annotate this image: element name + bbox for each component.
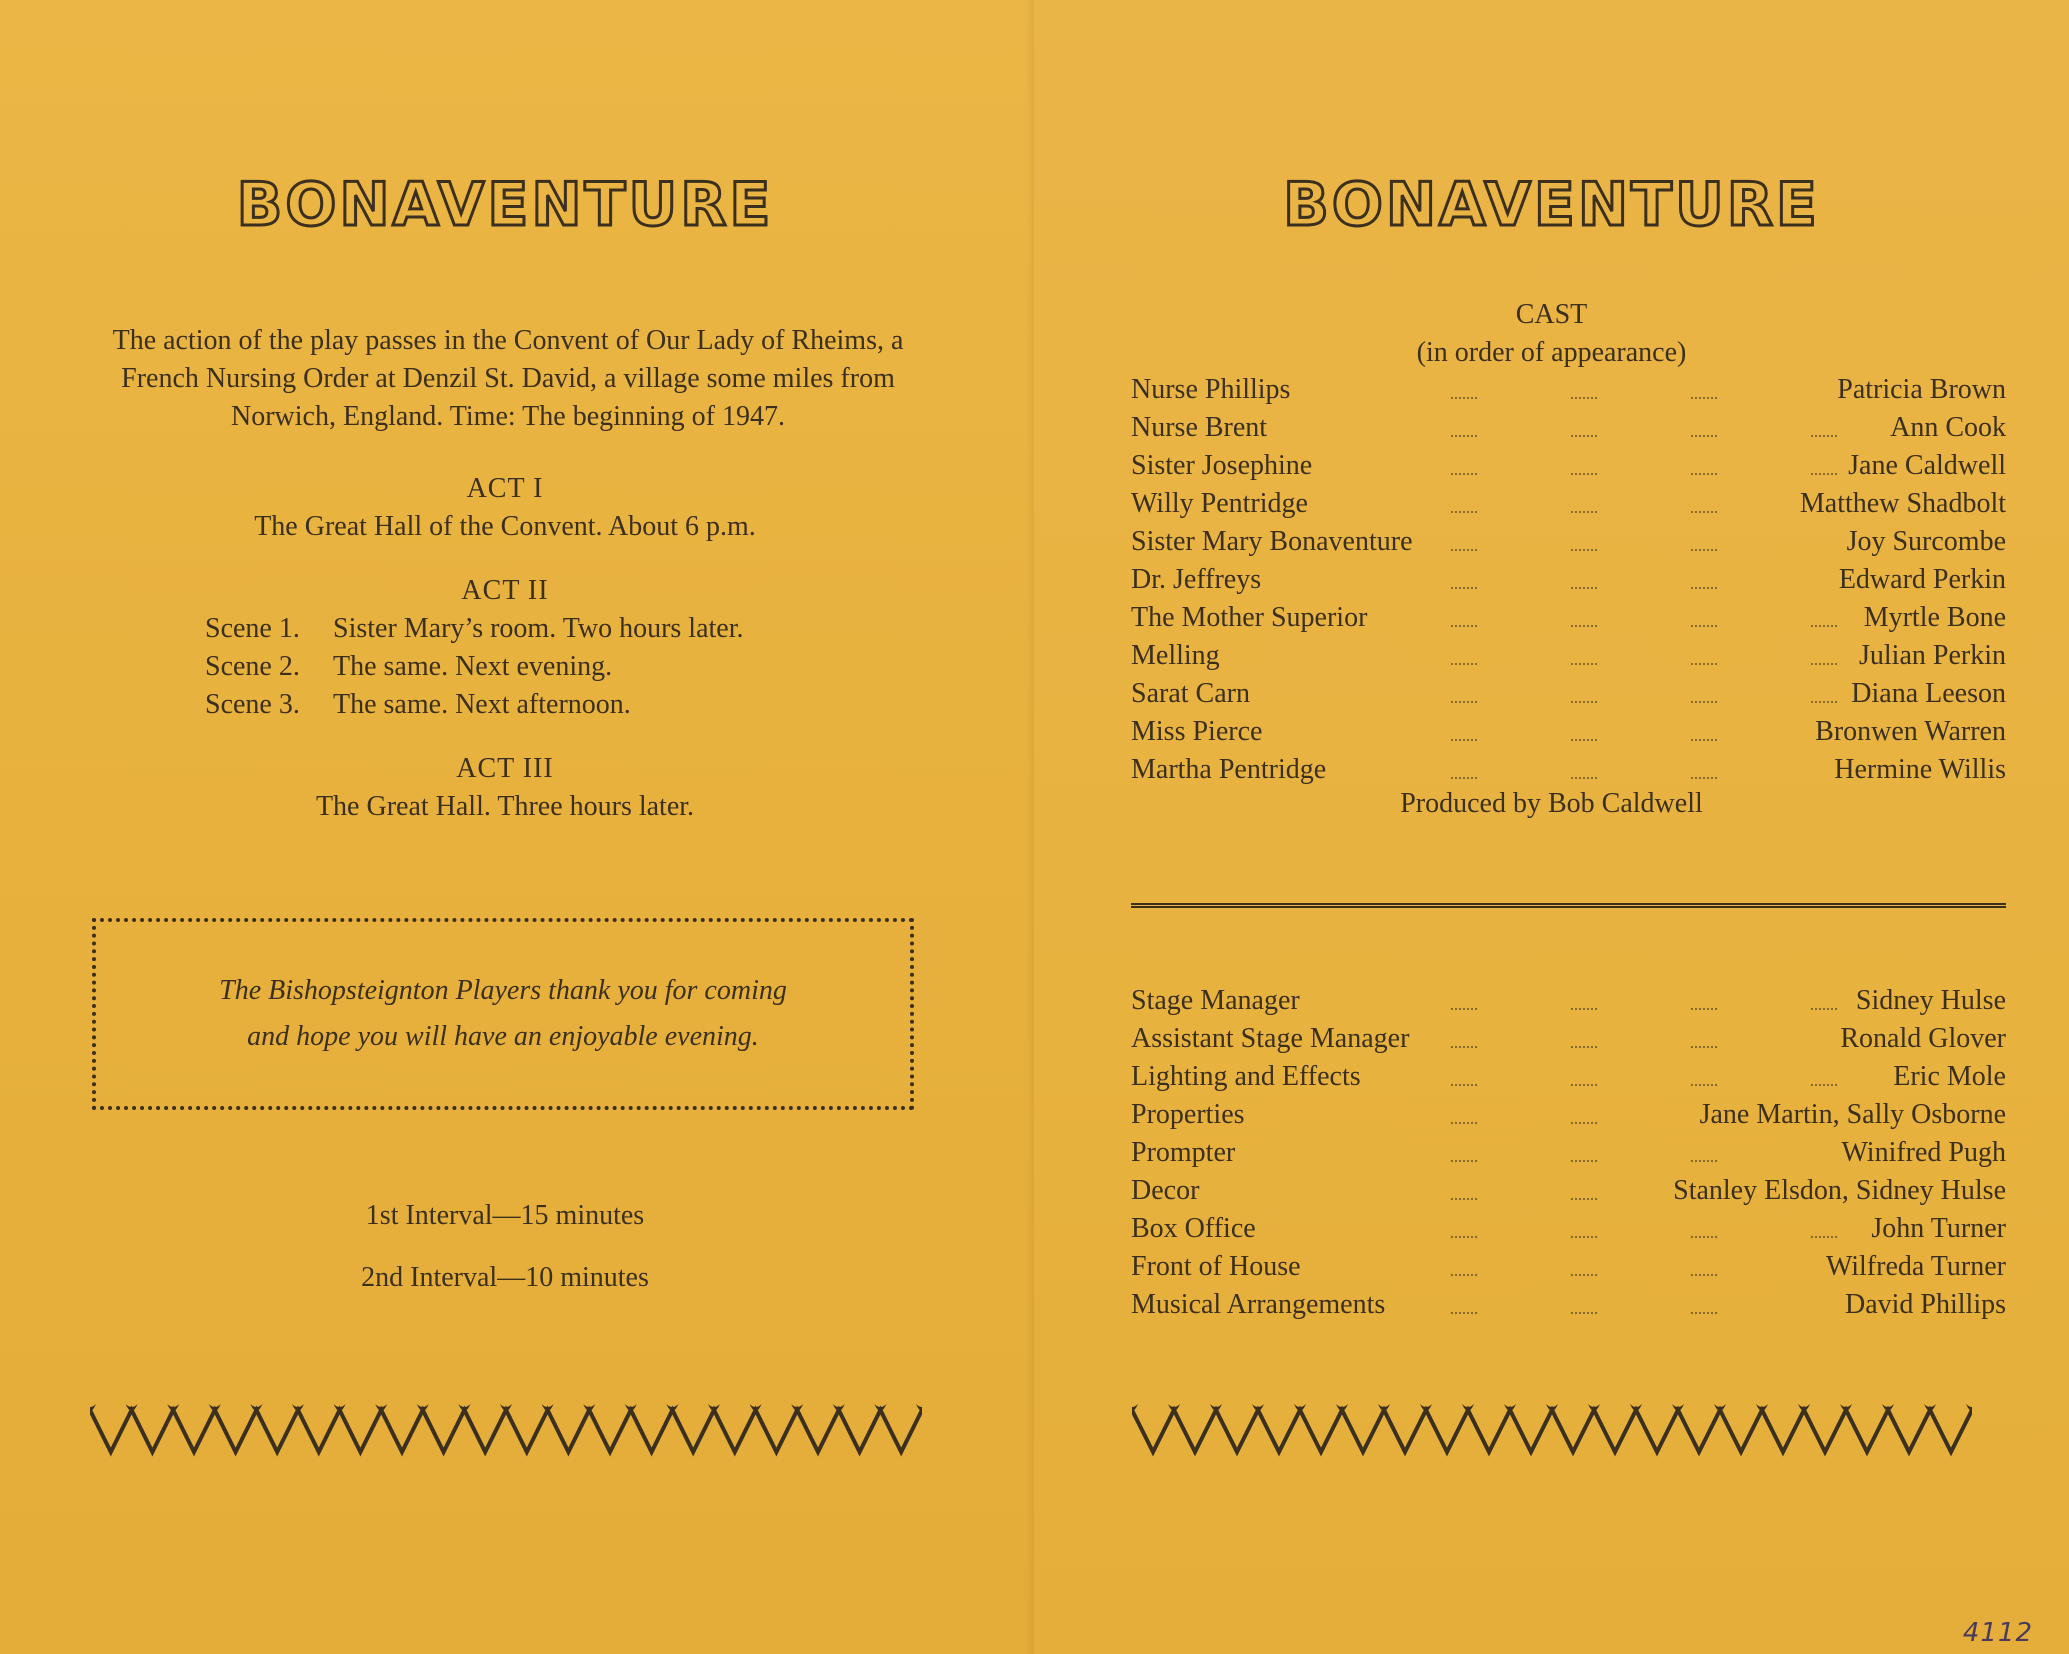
leader-dots	[1451, 1122, 1477, 1126]
act-heading: ACT III	[456, 753, 554, 784]
leader-dots	[1691, 549, 1717, 553]
leader-dots	[1451, 1046, 1477, 1050]
act-1	[0, 470, 1010, 546]
cast-subheading: (in order of appearance)	[1416, 337, 1687, 368]
crew-role: Musical Arrangements	[1131, 1289, 1386, 1320]
scene-row	[0, 610, 1010, 648]
leader-dots	[1811, 1084, 1837, 1088]
cast-actor: Bronwen Warren	[1815, 716, 2006, 747]
leader-dots	[1571, 397, 1597, 401]
cast-role: Nurse Phillips	[1131, 374, 1291, 405]
leader-dots	[1691, 435, 1717, 439]
cast-role: Willy Pentridge	[1131, 488, 1308, 519]
cast-actor: Matthew Shadbolt	[1799, 488, 2006, 519]
right-title: BONAVENTURE	[1283, 170, 1820, 240]
leader-dots	[1451, 587, 1477, 591]
cast-actor: Ann Cook	[1890, 412, 2006, 443]
leader-dots	[1451, 1198, 1477, 1202]
cast-role: Melling	[1131, 640, 1220, 671]
crew-row	[1131, 1058, 2006, 1096]
interval-1: 1st Interval—15 minutes	[365, 1200, 645, 1231]
setting-description: The action of the play passes in the Convent of Our Lady of Rheims, a French Nursing Order at Denzil St. David, a village some miles from Norwich, England. Time: The beginning of 1947.	[112, 325, 904, 432]
leader-dots	[1571, 511, 1597, 515]
cast-actor: Edward Perkin	[1838, 564, 2006, 595]
cast-role: The Mother Superior	[1131, 602, 1368, 633]
crew-role: Assistant Stage Manager	[1131, 1023, 1410, 1054]
crew-role: Box Office	[1131, 1213, 1256, 1244]
cast-row	[1131, 637, 2006, 675]
cast-row	[1131, 523, 2006, 561]
act-3	[0, 750, 1010, 826]
scene-label: Scene 1.	[205, 613, 300, 644]
leader-dots	[1451, 739, 1477, 743]
cast-row	[1131, 485, 2006, 523]
leader-dots	[1571, 701, 1597, 705]
leader-dots	[1571, 549, 1597, 553]
leader-dots	[1571, 1084, 1597, 1088]
leader-dots	[1571, 625, 1597, 629]
leader-dots	[1571, 739, 1597, 743]
leader-dots	[1691, 739, 1717, 743]
act-setting: The Great Hall. Three hours later.	[315, 791, 695, 822]
leader-dots	[1691, 1236, 1717, 1240]
scene-row	[0, 648, 1010, 686]
leader-dots	[1451, 511, 1477, 515]
leader-dots	[1571, 1198, 1597, 1202]
leader-dots	[1571, 1160, 1597, 1164]
catalog-number: 4112	[1962, 1618, 2033, 1648]
leader-dots	[1451, 777, 1477, 781]
scene-row	[0, 686, 1010, 724]
leader-dots	[1811, 701, 1837, 705]
crew-row	[1131, 1210, 2006, 1248]
crew-role: Front of House	[1131, 1251, 1301, 1282]
crew-person: Ronald Glover	[1840, 1023, 2006, 1054]
double-rule-divider	[1131, 903, 2006, 908]
leader-dots	[1571, 587, 1597, 591]
cast-actor: Hermine Willis	[1834, 754, 2006, 785]
cast-row	[1131, 409, 2006, 447]
cast-actor: Patricia Brown	[1837, 374, 2006, 405]
cast-role: Dr. Jeffreys	[1131, 564, 1262, 595]
leader-dots	[1571, 1008, 1597, 1012]
scene-text: The same. Next evening.	[333, 651, 613, 682]
leader-dots	[1451, 701, 1477, 705]
leader-dots	[1451, 549, 1477, 553]
cast-role: Nurse Brent	[1131, 412, 1268, 443]
leader-dots	[1571, 777, 1597, 781]
cast-list	[1131, 371, 2006, 789]
leader-dots	[1811, 663, 1837, 667]
leader-dots	[1691, 1160, 1717, 1164]
cast-role: Sister Mary Bonaventure	[1131, 526, 1413, 557]
interval-2: 2nd Interval—10 minutes	[361, 1262, 649, 1293]
leader-dots	[1691, 1312, 1717, 1316]
scene-label: Scene 3.	[205, 689, 300, 720]
leader-dots	[1691, 587, 1717, 591]
crew-row	[1131, 1020, 2006, 1058]
cast-role: Miss Pierce	[1131, 716, 1263, 747]
crew-person: Wilfreda Turner	[1825, 1251, 2006, 1282]
leader-dots	[1571, 1122, 1597, 1126]
crew-role: Decor	[1131, 1175, 1200, 1206]
crew-person: Eric Mole	[1893, 1061, 2006, 1092]
thanks-line: The Bishopsteignton Players thank you for coming	[219, 975, 787, 1006]
leader-dots	[1811, 435, 1837, 439]
leader-dots	[1451, 1274, 1477, 1278]
cast-row	[1131, 675, 2006, 713]
act-setting: The Great Hall of the Convent. About 6 p.m.	[254, 511, 756, 542]
leader-dots	[1691, 701, 1717, 705]
crew-person: Jane Martin, Sally Osborne	[1699, 1099, 2006, 1130]
intervals	[0, 1200, 1010, 1324]
leader-dots	[1451, 1008, 1477, 1012]
act-heading: ACT I	[466, 473, 544, 504]
cast-row	[1131, 371, 2006, 409]
leader-dots	[1451, 473, 1477, 477]
crew-row	[1131, 982, 2006, 1020]
crew-row	[1131, 1134, 2006, 1172]
act-heading: ACT II	[461, 575, 549, 606]
scene-text: The same. Next afternoon.	[333, 689, 631, 720]
leader-dots	[1691, 397, 1717, 401]
crew-row	[1131, 1248, 2006, 1286]
cast-actor: Diana Leeson	[1851, 678, 2006, 709]
leader-dots	[1571, 1236, 1597, 1240]
scene-text: Sister Mary’s room. Two hours later.	[333, 613, 744, 644]
leader-dots	[1691, 625, 1717, 629]
crew-list	[1131, 982, 2006, 1324]
cast-row	[1131, 561, 2006, 599]
leader-dots	[1811, 1236, 1837, 1240]
crew-person: Winifred Pugh	[1841, 1137, 2006, 1168]
crew-role: Lighting and Effects	[1131, 1061, 1361, 1092]
leader-dots	[1451, 1312, 1477, 1316]
cast-role: Sister Josephine	[1131, 450, 1313, 481]
cast-actor: Myrtle Bone	[1863, 602, 2006, 633]
cast-role: Martha Pentridge	[1131, 754, 1327, 785]
leader-dots	[1451, 625, 1477, 629]
leader-dots	[1571, 435, 1597, 439]
crew-role: Prompter	[1131, 1137, 1236, 1168]
leader-dots	[1571, 473, 1597, 477]
crew-person: Sidney Hulse	[1855, 985, 2006, 1016]
left-page	[0, 0, 1034, 1654]
crew-row	[1131, 1172, 2006, 1210]
crew-person: Stanley Elsdon, Sidney Hulse	[1673, 1175, 2006, 1206]
leader-dots	[1811, 473, 1837, 477]
act-list	[0, 470, 1010, 852]
crew-row	[1131, 1096, 2006, 1134]
leader-dots	[1691, 1274, 1717, 1278]
crew-person: David Phillips	[1844, 1289, 2006, 1320]
leader-dots	[1451, 663, 1477, 667]
tulip-border-ornament	[90, 1400, 922, 1460]
leader-dots	[1451, 1084, 1477, 1088]
cast-role: Sarat Carn	[1131, 678, 1250, 709]
leader-dots	[1691, 777, 1717, 781]
left-title: BONAVENTURE	[236, 170, 774, 240]
leader-dots	[1571, 1274, 1597, 1278]
tulip-border-ornament	[1132, 1400, 1972, 1460]
cast-actor: Jane Caldwell	[1848, 450, 2006, 481]
leader-dots	[1691, 1084, 1717, 1088]
crew-row	[1131, 1286, 2006, 1324]
leader-dots	[1571, 663, 1597, 667]
leader-dots	[1691, 1008, 1717, 1012]
leader-dots	[1811, 1008, 1837, 1012]
crew-role: Stage Manager	[1131, 985, 1300, 1016]
cast-actor: Joy Surcombe	[1846, 526, 2006, 557]
leader-dots	[1451, 435, 1477, 439]
crew-role: Properties	[1131, 1099, 1245, 1130]
leader-dots	[1571, 1312, 1597, 1316]
leader-dots	[1691, 663, 1717, 667]
cast-row	[1131, 447, 2006, 485]
leader-dots	[1811, 625, 1837, 629]
thank-you-box	[92, 918, 914, 1110]
leader-dots	[1691, 1046, 1717, 1050]
thanks-line: and hope you will have an enjoyable evening.	[247, 1021, 759, 1052]
scene-label: Scene 2.	[205, 651, 300, 682]
cast-row	[1131, 599, 2006, 637]
cast-heading: CAST	[1515, 299, 1588, 330]
leader-dots	[1571, 1046, 1597, 1050]
right-page	[1034, 0, 2069, 1654]
leader-dots	[1451, 1236, 1477, 1240]
leader-dots	[1451, 1160, 1477, 1164]
act-2	[0, 572, 1010, 724]
leader-dots	[1691, 473, 1717, 477]
leader-dots	[1691, 511, 1717, 515]
crew-person: John Turner	[1871, 1213, 2006, 1244]
cast-row	[1131, 751, 2006, 789]
produced-by: Produced by Bob Caldwell	[1400, 788, 1703, 819]
cast-actor: Julian Perkin	[1859, 640, 2006, 671]
leader-dots	[1451, 397, 1477, 401]
cast-heading-block	[1034, 296, 2069, 372]
cast-row	[1131, 713, 2006, 751]
